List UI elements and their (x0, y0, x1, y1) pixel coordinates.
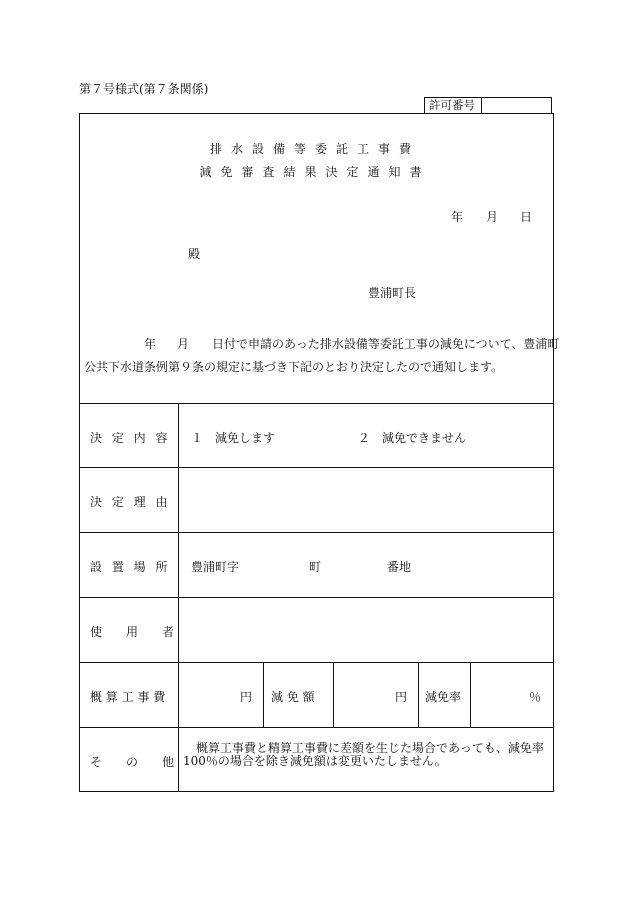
body-month: 月 (177, 337, 190, 351)
document-title-line2: 減免審査結果決定通知書 (199, 165, 431, 179)
cost-divider (470, 662, 471, 727)
reason-label: 決 定 理 由 (90, 495, 171, 509)
permit-number-label: 許可番号 (425, 98, 482, 113)
body-line2: 公共下水道条例第９条の規定に基づき下記のとおり決定したので通知します。 (84, 360, 504, 374)
row-divider (79, 662, 554, 663)
label-column-divider (178, 403, 179, 791)
rate-label: 減免率 (425, 690, 462, 704)
location-cho: 町 (309, 560, 322, 574)
location-town: 豊浦町字 (191, 560, 240, 574)
row-divider (79, 727, 554, 728)
permit-number-field[interactable] (482, 98, 551, 113)
table-top-border (79, 403, 554, 404)
rate-unit: ％ (529, 690, 542, 704)
cost-label: 概 算 工 事 費 (90, 690, 166, 704)
document-title-line1: 排水設備等委託工事費 (209, 142, 420, 156)
cost-unit: 円 (240, 690, 253, 704)
form-number-label: 第７号様式(第７条関係) (79, 82, 209, 96)
other-label: そ の 他 (90, 755, 175, 769)
row-divider (79, 532, 554, 533)
permit-number-box (424, 97, 552, 114)
cost-divider (263, 662, 264, 727)
reduction-unit: 円 (395, 690, 408, 704)
body-line1: 日付で申請のあった排水設備等委託工事の減免について、豊浦町 (212, 337, 560, 351)
row-divider (79, 467, 554, 468)
cost-divider (418, 662, 419, 727)
decision-option-approve[interactable]: １ 減免します (191, 431, 276, 445)
location-label: 設 置 場 所 (90, 560, 171, 574)
issuer-name: 豊浦町長 (368, 286, 417, 300)
date-month: 月 (486, 210, 499, 224)
cost-divider (333, 662, 334, 727)
date-year: 年 (451, 210, 464, 224)
date-day: 日 (520, 210, 533, 224)
user-label: 使 用 者 (90, 625, 175, 639)
body-year: 年 (144, 337, 157, 351)
reason-field[interactable] (184, 472, 548, 527)
decision-option-reject[interactable]: ２ 減免できません (358, 431, 467, 445)
other-note-line1: 概算工事費と精算工事費に差額を生じた場合であっても、減免率 (196, 741, 544, 755)
addressee-suffix: 殿 (188, 247, 201, 261)
row-divider (79, 597, 554, 598)
other-note-line2: 100％の場合を除き減免額は変更いたしません。 (183, 754, 447, 768)
user-field[interactable] (184, 602, 548, 657)
reduction-label: 減 免 額 (271, 690, 315, 704)
location-banchi: 番地 (387, 560, 412, 574)
decision-label: 決 定 内 容 (90, 431, 171, 445)
